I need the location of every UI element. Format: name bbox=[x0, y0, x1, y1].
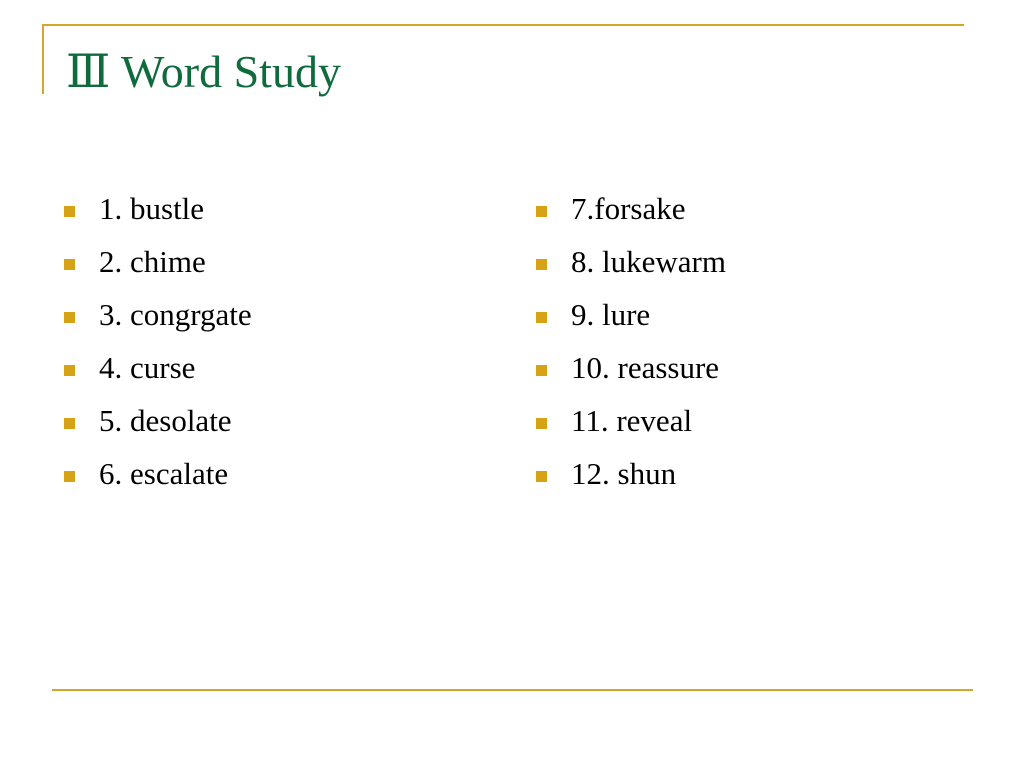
list-item bbox=[534, 451, 726, 504]
word-item: 3. congrgate bbox=[99, 297, 252, 332]
word-item: 9. lure bbox=[571, 297, 651, 332]
list-item bbox=[534, 398, 726, 451]
square-bullet-icon bbox=[64, 365, 75, 376]
left-divider bbox=[42, 24, 44, 94]
list-item bbox=[62, 292, 252, 345]
top-divider bbox=[42, 24, 964, 26]
square-bullet-icon bbox=[536, 206, 547, 217]
word-list-right bbox=[534, 186, 726, 504]
word-list-left bbox=[62, 186, 252, 504]
word-item: 1. bustle bbox=[99, 191, 205, 226]
square-bullet-icon bbox=[536, 365, 547, 376]
word-item: 4. curse bbox=[99, 350, 196, 385]
slide-title: Ⅲ Word Study bbox=[66, 46, 341, 97]
list-item bbox=[534, 345, 726, 398]
list-item bbox=[62, 239, 252, 292]
square-bullet-icon bbox=[64, 418, 75, 429]
square-bullet-icon bbox=[536, 471, 547, 482]
word-item: 6. escalate bbox=[99, 456, 229, 491]
square-bullet-icon bbox=[536, 259, 547, 270]
word-item: 11. reveal bbox=[571, 403, 693, 438]
list-item bbox=[534, 186, 726, 239]
bottom-divider bbox=[52, 689, 973, 691]
square-bullet-icon bbox=[64, 312, 75, 323]
word-item: 12. shun bbox=[571, 456, 677, 491]
word-item: 10. reassure bbox=[571, 350, 720, 385]
list-item bbox=[62, 451, 252, 504]
word-item: 7.forsake bbox=[571, 191, 686, 226]
list-item bbox=[62, 186, 252, 239]
word-item: 8. lukewarm bbox=[571, 244, 726, 279]
word-item: 5. desolate bbox=[99, 403, 232, 438]
word-item: 2. chime bbox=[99, 244, 206, 279]
list-item bbox=[534, 292, 726, 345]
square-bullet-icon bbox=[536, 418, 547, 429]
square-bullet-icon bbox=[64, 471, 75, 482]
list-item bbox=[534, 239, 726, 292]
square-bullet-icon bbox=[64, 259, 75, 270]
square-bullet-icon bbox=[64, 206, 75, 217]
list-item bbox=[62, 345, 252, 398]
list-item bbox=[62, 398, 252, 451]
square-bullet-icon bbox=[536, 312, 547, 323]
